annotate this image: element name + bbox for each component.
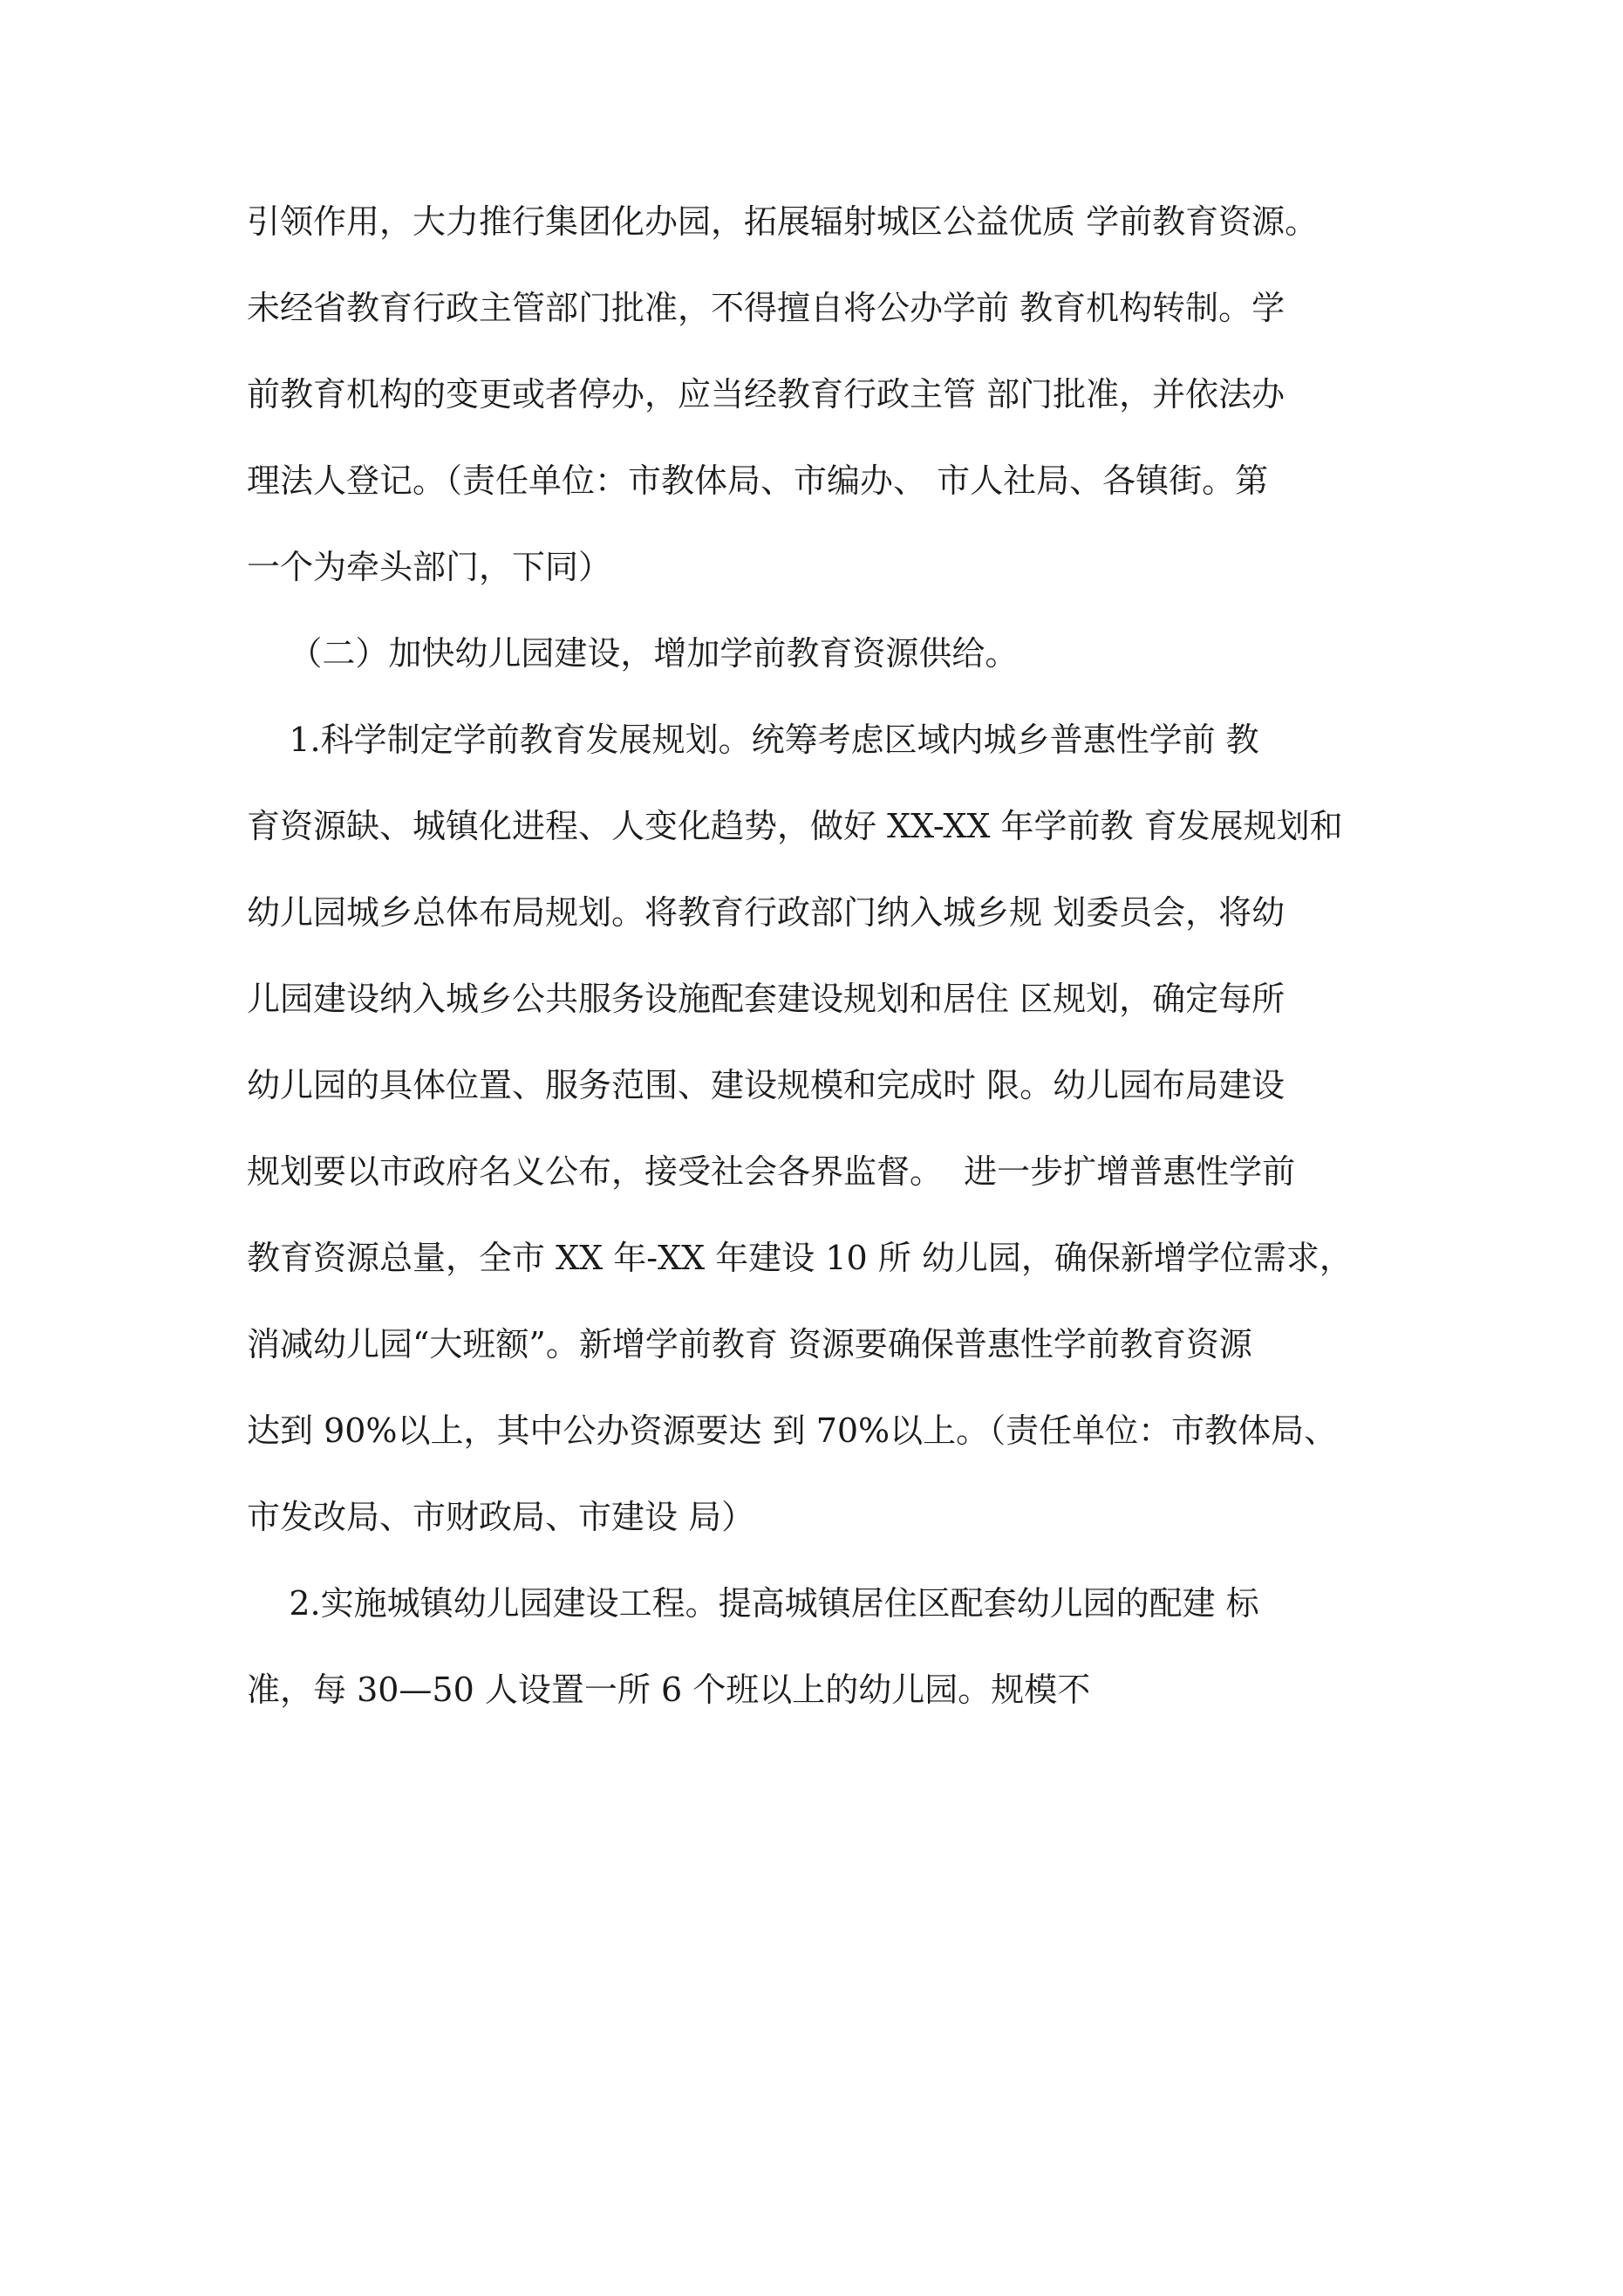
text-line: 消减幼儿园“大班额”。新增学前教育 资源要确保普惠性学前教育资源 [247, 1325, 1252, 1363]
text-line: 儿园建设纳入城乡公共服务设施配套建设规划和居住 区规划，确定每所 [247, 980, 1285, 1018]
text-line: 理法人登记。（责任单位：市教体局、市编办、 市人社局、各镇街。第 [247, 461, 1269, 500]
text-line: 准，每 30—50 人设置一所 6 个班以上的幼儿园。规模不 [247, 1671, 1091, 1709]
text-line: 1.科学制定学前教育发展规划。统筹考虑区域内城乡普惠性学前 教 [247, 721, 1259, 759]
text-line: 教育资源总量，全市 XX 年-XX 年建设 10 所 幼儿园，确保新增学位需求， [247, 1239, 1353, 1277]
text-line: 幼儿园城乡总体布局规划。将教育行政部门纳入城乡规 划委员会，将幼 [247, 893, 1285, 932]
text-line: 幼儿园的具体位置、服务范围、建设规模和完成时 限。幼儿园布局建设 [247, 1066, 1285, 1104]
text-line: 未经省教育行政主管部门批准，不得擅自将公办学前 教育机构转制。学 [247, 289, 1285, 327]
text-line: 2.实施城镇幼儿园建设工程。提高城镇居住区配套幼儿园的配建 标 [247, 1584, 1259, 1623]
text-line: 一个为牵头部门，下同） [247, 548, 612, 586]
text-line: 引领作用，大力推行集团化办园，拓展辐射城区公益优质 学前教育资源。 [247, 202, 1319, 241]
body-text [247, 179, 1398, 1733]
text-line: 规划要以市政府名义公布，接受社会各界监督。 进一步扩增普惠性学前 [247, 1152, 1296, 1191]
text-line: 前教育机构的变更或者停办，应当经教育行政主管 部门批准，并依法办 [247, 375, 1285, 413]
text-line: 育资源缺、城镇化进程、人变化趋势，做好 XX-XX 年学前教 育发展规划和 [247, 807, 1343, 845]
text-line: 市发改局、市财政局、市建设 局） [247, 1498, 755, 1536]
text-line: 达到 90%以上，其中公办资源要达 到 70%以上。（责任单位：市教体局、 [247, 1411, 1338, 1450]
section-heading: （二）加快幼儿园建设，增加学前教育资源供给。 [247, 634, 1019, 673]
